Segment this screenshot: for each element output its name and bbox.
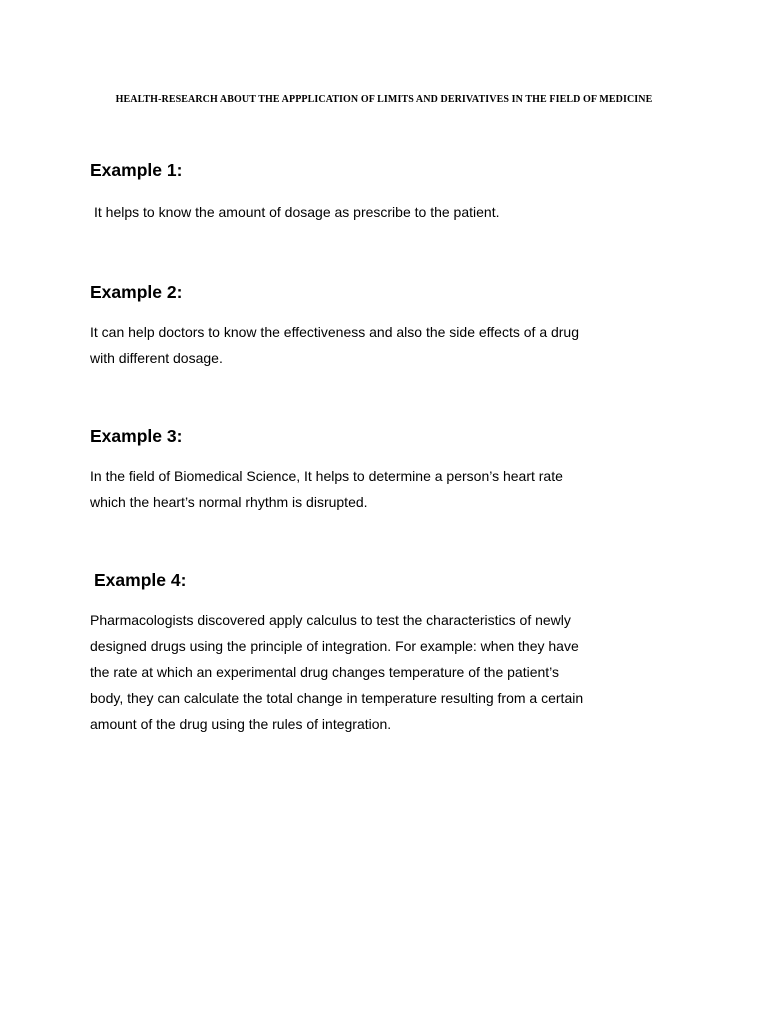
example-heading-4: Example 4: bbox=[94, 570, 187, 590]
example-body-2: It can help doctors to know the effectiveness and also the side effects of a drug with different dosage. bbox=[90, 324, 580, 366]
example-body-1: It helps to know the amount of dosage as prescribe to the patient. bbox=[94, 204, 500, 220]
example-section-4 bbox=[90, 569, 690, 737]
example-section-3 bbox=[90, 425, 690, 515]
example-body-3: In the field of Biomedical Science, It helps to determine a person’s heart rate which the heart’s normal rhythm is disrupted. bbox=[90, 468, 563, 510]
document-title: HEALTH-RESEARCH ABOUT THE APPPLICATION OF LIMITS AND DERIVATIVES IN THE FIELD OF MEDICINE bbox=[115, 94, 653, 105]
example-section-1 bbox=[90, 159, 690, 225]
example-body-4: Pharmacologists discovered apply calculus to test the characteristics of newly designed drugs using the principle of integration. For example: when they have the rate at which an experimental drug changes temperature of the patient’s body, they can calculate the total change in temperature resulting from a certain amount of the drug using the rules of integration. bbox=[90, 612, 584, 732]
example-heading-1: Example 1: bbox=[90, 160, 183, 180]
example-heading-2: Example 2: bbox=[90, 282, 183, 302]
example-section-2 bbox=[90, 281, 690, 371]
example-heading-3: Example 3: bbox=[90, 426, 183, 446]
